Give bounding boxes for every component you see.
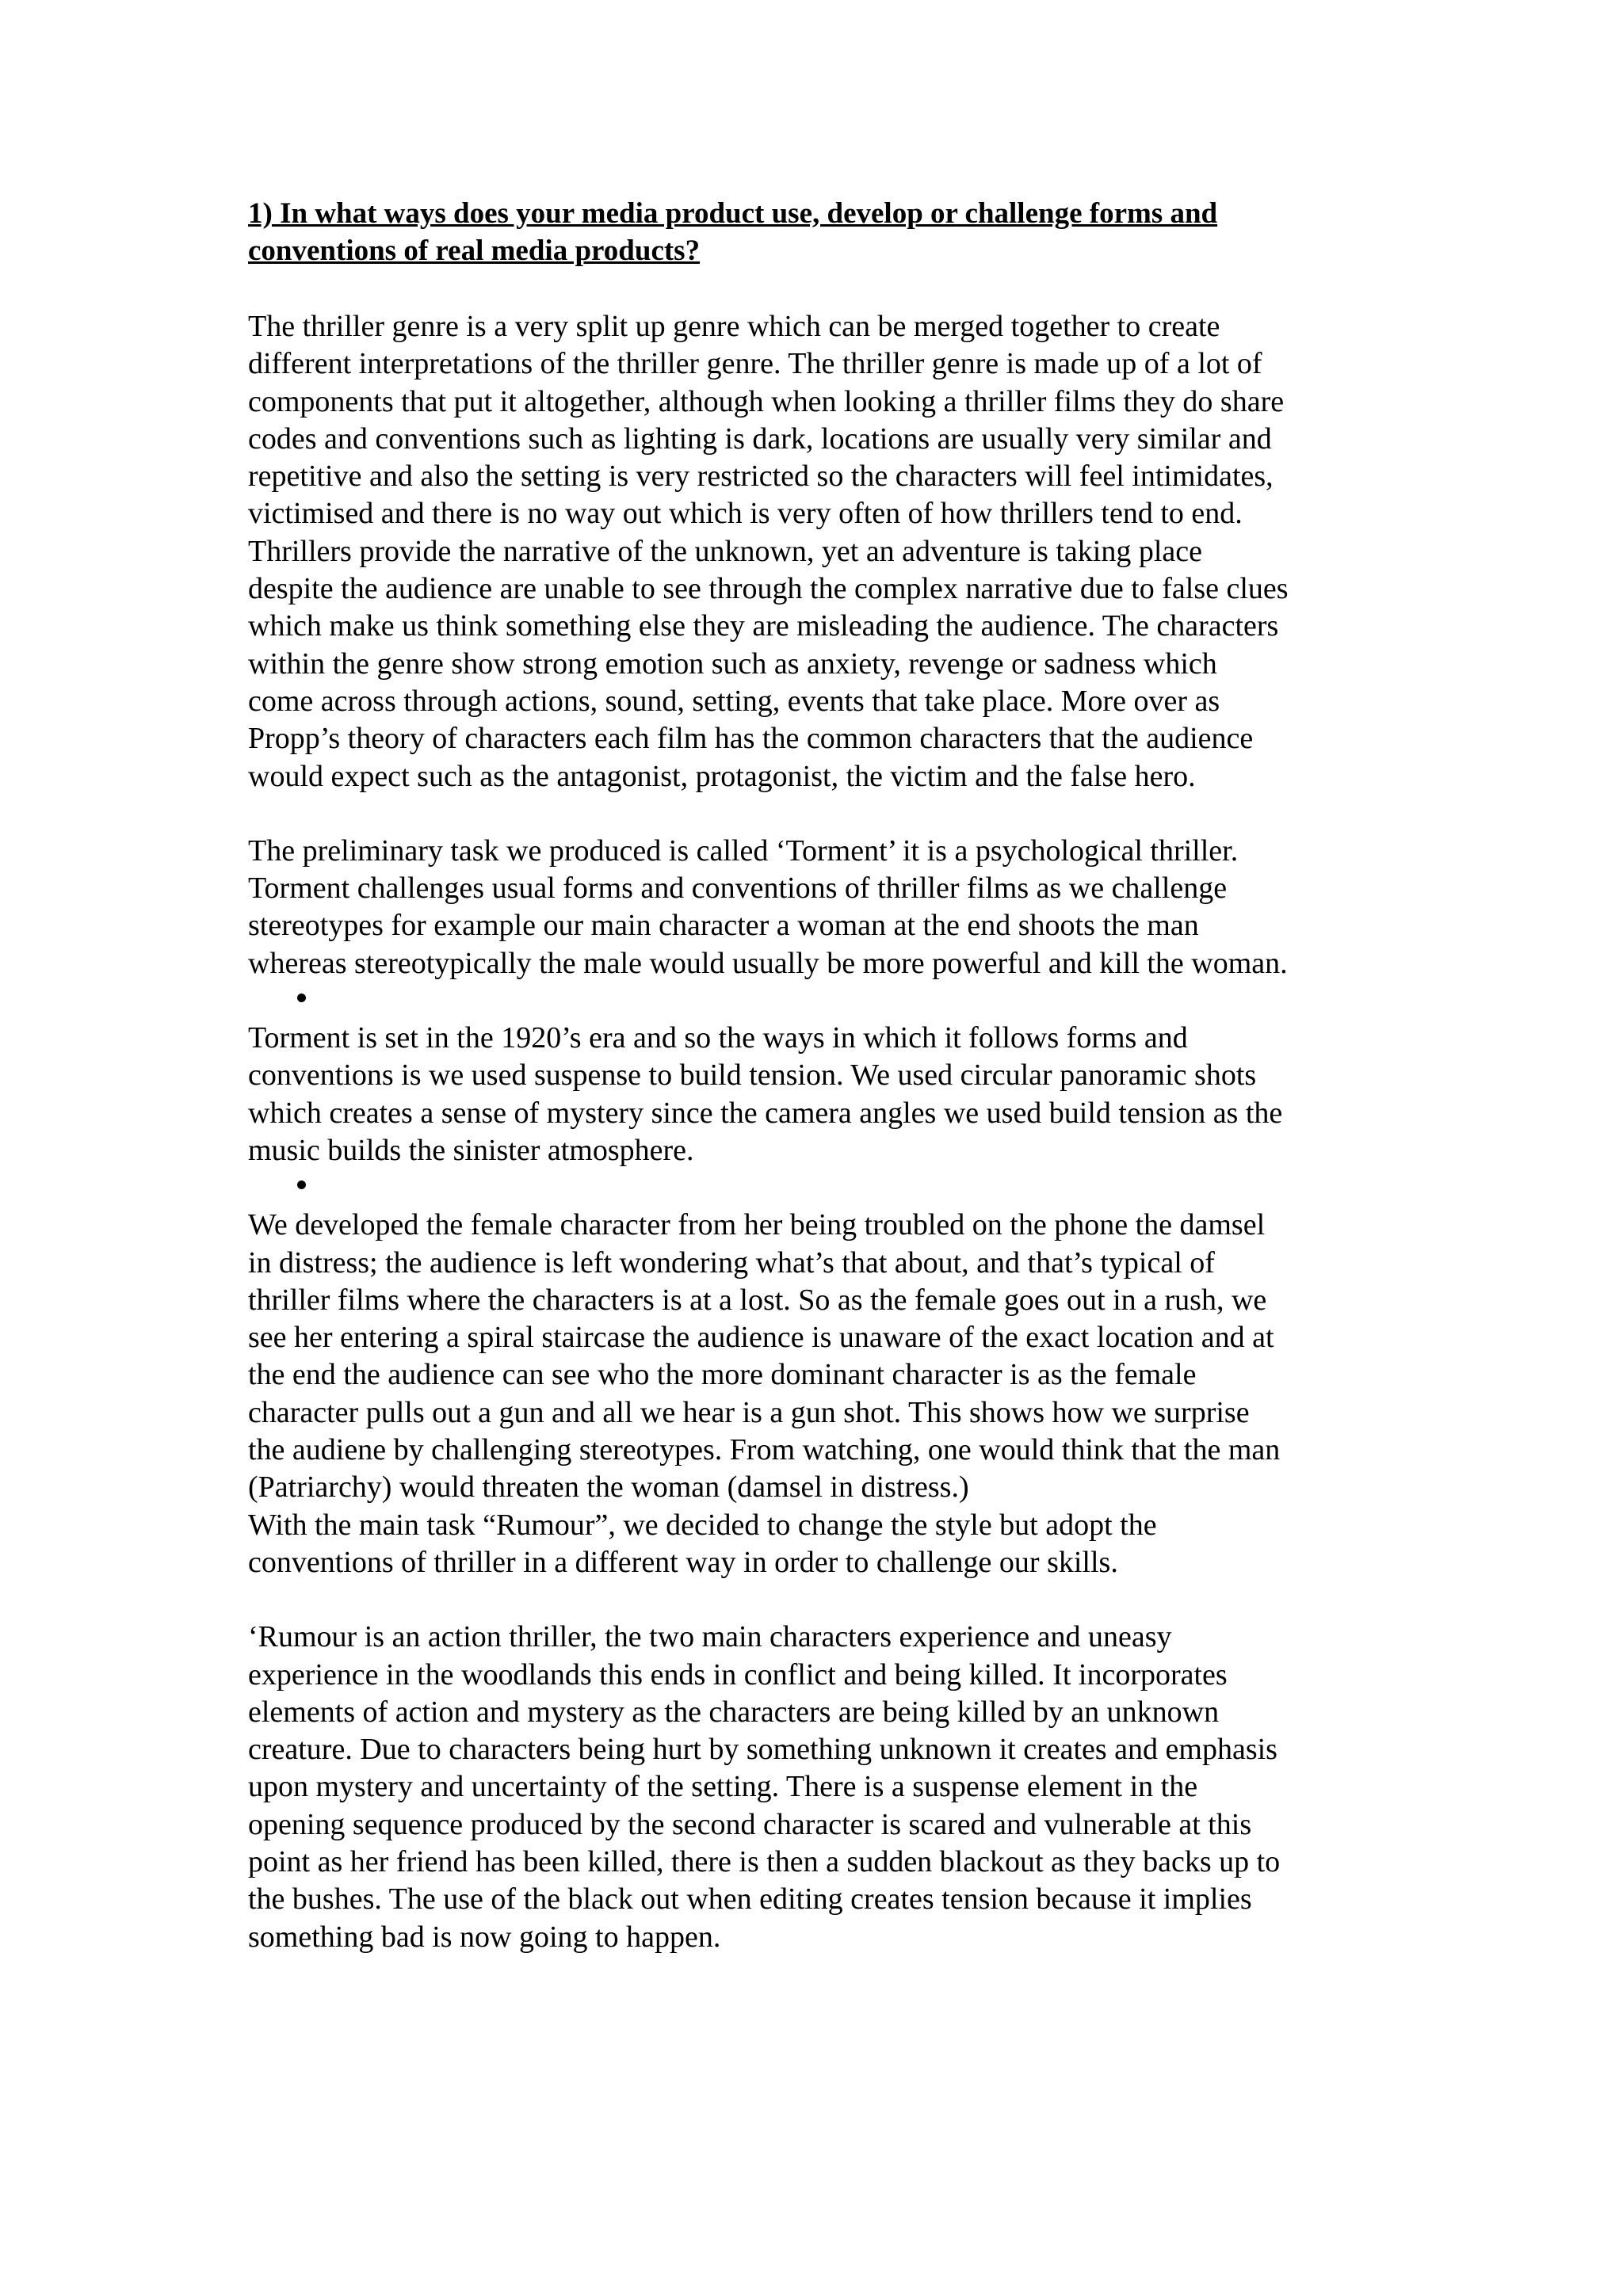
text-line: ‘Rumour is an action thriller, the two main characters experience and uneasy [248,1620,1172,1654]
text-line: music builds the sinister atmosphere. [248,1133,694,1167]
text-line: character pulls out a gun and all we hear is a gun shot. This shows how we surprise [248,1395,1250,1429]
text-line: in distress; the audience is left wondering what’s that about, and that’s typical of [248,1245,1215,1280]
bullet-icon [297,1180,306,1189]
text-line: upon mystery and uncertainty of the setting. There is a suspense element in the [248,1770,1198,1804]
empty-bullet-item [248,1169,1397,1207]
text-line: creature. Due to characters being hurt by something unknown it creates and emphasis [248,1733,1277,1767]
text-line: (Patriarchy) would threaten the woman (damsel in distress.) [248,1470,969,1505]
text-line: victimised and there is no way out which is very often of how thrillers tend to end. [248,497,1243,531]
text-line: thriller films where the characters is at a lost. So as the female goes out in a rush, we [248,1283,1267,1317]
text-line: would expect such as the antagonist, protagonist, the victim and the false hero. [248,759,1196,793]
text-line: elements of action and mystery as the characters are being killed by an unknown [248,1695,1220,1729]
text-line: the bushes. The use of the black out when editing creates tension because it implies [248,1882,1252,1917]
text-line: stereotypes for example our main character a woman at the end shoots the man [248,909,1199,943]
paragraph-gap [248,795,1397,833]
paragraph-genre-overview [248,308,1397,795]
text-line: which creates a sense of mystery since the camera angles we used build tension as the [248,1096,1283,1130]
paragraph-torment-conventions [248,1020,1397,1169]
question-heading [248,195,1397,269]
text-line: repetitive and also the setting is very restricted so the characters will feel intimidates, [248,460,1274,494]
text-line: conventions is we used suspense to build tension. We used circular panoramic shots [248,1058,1257,1093]
text-line: point as her friend has been killed, there is then a sudden blackout as they backs up to [248,1844,1281,1878]
text-line: something bad is now going to happen. [248,1920,721,1954]
paragraph-female-character [248,1207,1397,1581]
text-line: the end the audience can see who the more dominant character is as the female [248,1358,1197,1392]
text-line: codes and conventions such as lighting is dark, locations are usually very similar and [248,421,1272,456]
text-line: conventions of thriller in a different way in order to challenge our skills. [248,1545,1118,1579]
heading-line: 1) In what ways does your media product use, develop or challenge forms and [248,197,1218,230]
text-line: which make us think something else they are misleading the audience. The characters [248,609,1279,643]
document-page [248,195,1397,1956]
text-line: the audiene by challenging stereotypes. From watching, one would think that the man [248,1433,1281,1467]
text-line: whereas stereotypically the male would usually be more powerful and kill the woman. [248,946,1288,980]
text-line: components that put it altogether, although when looking a thriller films they do share [248,384,1285,418]
text-line: within the genre show strong emotion such as anxiety, revenge or sadness which [248,646,1217,681]
bullet-icon [297,994,306,1002]
heading-line: conventions of real media products? [248,235,701,267]
text-line: different interpretations of the thriller genre. The thriller genre is made up of a lot of [248,347,1262,381]
text-line: We developed the female character from her being troubled on the phone the damsel [248,1208,1266,1242]
text-line: Propp’s theory of characters each film has the common characters that the audience [248,722,1254,756]
text-line: Torment is set in the 1920’s era and so the ways in which it follows forms and [248,1021,1188,1055]
text-line: experience in the woodlands this ends in conflict and being killed. It incorporates [248,1657,1228,1691]
empty-bullet-item [248,982,1397,1020]
text-line: come across through actions, sound, setting, events that take place. More over as [248,684,1220,718]
text-line: see her entering a spiral staircase the audience is unaware of the exact location and at [248,1321,1274,1355]
paragraph-torment-intro [248,833,1397,982]
text-line: despite the audience are unable to see through the complex narrative due to false clues [248,572,1289,606]
paragraph-gap [248,1581,1397,1619]
text-line: opening sequence produced by the second character is scared and vulnerable at this [248,1807,1252,1841]
text-line: With the main task “Rumour”, we decided to change the style but adopt the [248,1508,1157,1542]
text-line: The thriller genre is a very split up genre which can be merged together to create [248,310,1220,343]
text-line: The preliminary task we produced is called ‘Torment’ it is a psychological thriller. [248,833,1239,868]
text-line: Torment challenges usual forms and conventions of thriller films as we challenge [248,871,1228,906]
paragraph-rumour [248,1619,1397,1956]
text-line: Thrillers provide the narrative of the unknown, yet an adventure is taking place [248,534,1202,568]
